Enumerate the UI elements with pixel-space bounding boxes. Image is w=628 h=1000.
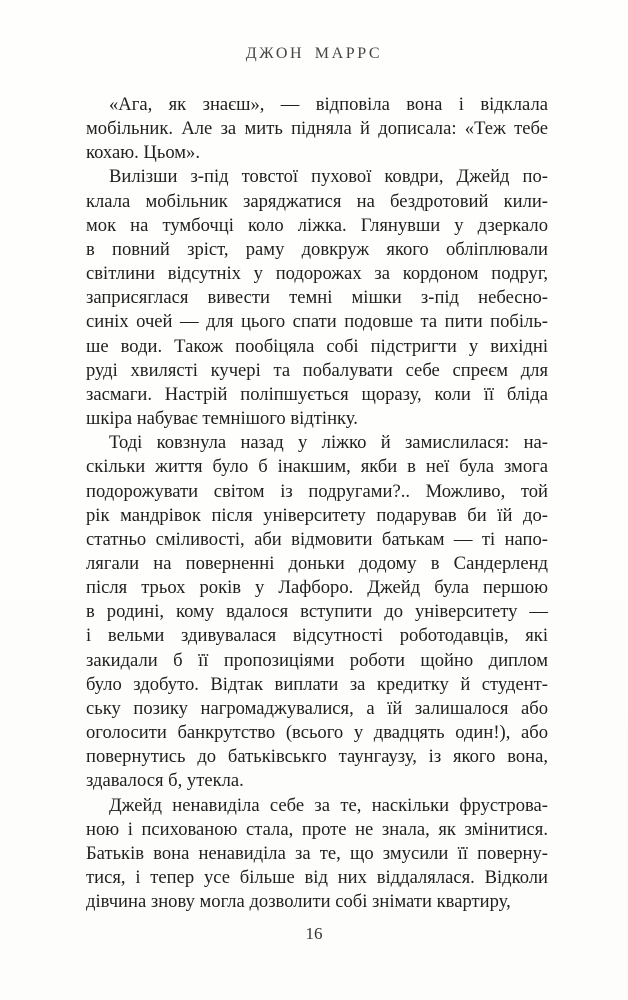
text-line: «Ага, як знаєш», — відповіла вона і відклала xyxy=(109,94,548,115)
text-line: після трьох років у Лафборо. Джейд була першою xyxy=(86,577,548,599)
text-line: рік мандрівок після університету подарував би їй до- xyxy=(86,504,548,526)
text-line: тися, і тепер усе більше від них віддалялася. Відколи xyxy=(86,867,548,888)
text-line: закидали б її пропозиціями роботи щойно диплом xyxy=(86,649,548,671)
text-line: дівчина знову могла дозволити собі знімати квартиру, xyxy=(86,891,511,913)
text-line: статньо сміливості, аби відмовити батькам — ті напо- xyxy=(86,528,548,550)
page-number: 16 xyxy=(305,924,323,943)
paragraph xyxy=(86,431,548,793)
text-line: здавалося б, утекла. xyxy=(86,770,244,792)
text-line: в повний зріст, раму довкруж якого обліплювали xyxy=(86,238,548,260)
text-line: було здобуто. Відтак виплати за кредитку й студент- xyxy=(86,673,548,695)
text-line: ше води. Також пообіцяла собі підстригти у вихідні xyxy=(86,335,548,357)
text-line: кохаю. Цьом». xyxy=(86,142,200,164)
text-line: і вельми здивувалася відсутності роботодавців, які xyxy=(86,625,548,647)
text-line: мобільник. Але за мить підняла й дописала: «Теж тебе xyxy=(86,118,548,140)
text-line: повернутись до батьківськго таунгаузу, із якого вона, xyxy=(86,746,548,768)
text-line: клала мобільник заряджатися на бездротовий кили- xyxy=(86,190,548,212)
text-line: ську позику нагромаджувалися, а їй залишалося або xyxy=(86,697,548,719)
text-line: руді хвилясті кучері та побалувати себе спреєм для xyxy=(86,359,548,381)
running-header: ДЖОН МАРРС xyxy=(245,45,383,62)
text-line: лягали на поверненні доньки додому в Сандерленд xyxy=(86,552,548,574)
text-line: в родині, кому вдалося вступити до університету — xyxy=(86,601,548,623)
paragraph xyxy=(86,93,548,165)
text-line: засмаги. Настрій поліпшується щоразу, коли її бліда xyxy=(86,383,548,405)
text-line: мок на тумбочці коло ліжка. Глянувши у дзеркало xyxy=(86,214,548,236)
text-line: світлини відсутніх у подорожах за кордоном подруг, xyxy=(86,263,548,285)
paragraph xyxy=(86,794,548,915)
text-block xyxy=(86,93,548,914)
text-line: Тоді ковзнула назад у ліжко й замислилася: на- xyxy=(109,432,548,454)
text-line: оголосити банкрутство (всього у двадцять один!), або xyxy=(86,722,548,744)
text-line: Батьків вона ненавиділа за те, що змусили її поверну- xyxy=(86,842,548,864)
text-line: подорожувати світом із подругами?.. Можливо, той xyxy=(86,480,548,502)
text-line: Вилізши з-під товстої пухової ковдри, Джейд по- xyxy=(109,166,548,188)
text-line: шкіра набуває темнішого відтінку. xyxy=(86,408,358,430)
text-line: заприсяглася вивести темні мішки з-під небесно- xyxy=(86,287,548,309)
text-line: Джейд ненавиділа себе за те, наскільки фрустрова- xyxy=(109,794,548,816)
text-line: скільки життя було б інакшим, якби в неї була змога xyxy=(86,456,548,478)
paragraph xyxy=(86,165,548,431)
text-line: ною і психованою стала, проте не знала, як змінитися. xyxy=(86,818,548,840)
text-line: синіх очей — для цього спати подовше та пити побіль- xyxy=(86,311,548,333)
